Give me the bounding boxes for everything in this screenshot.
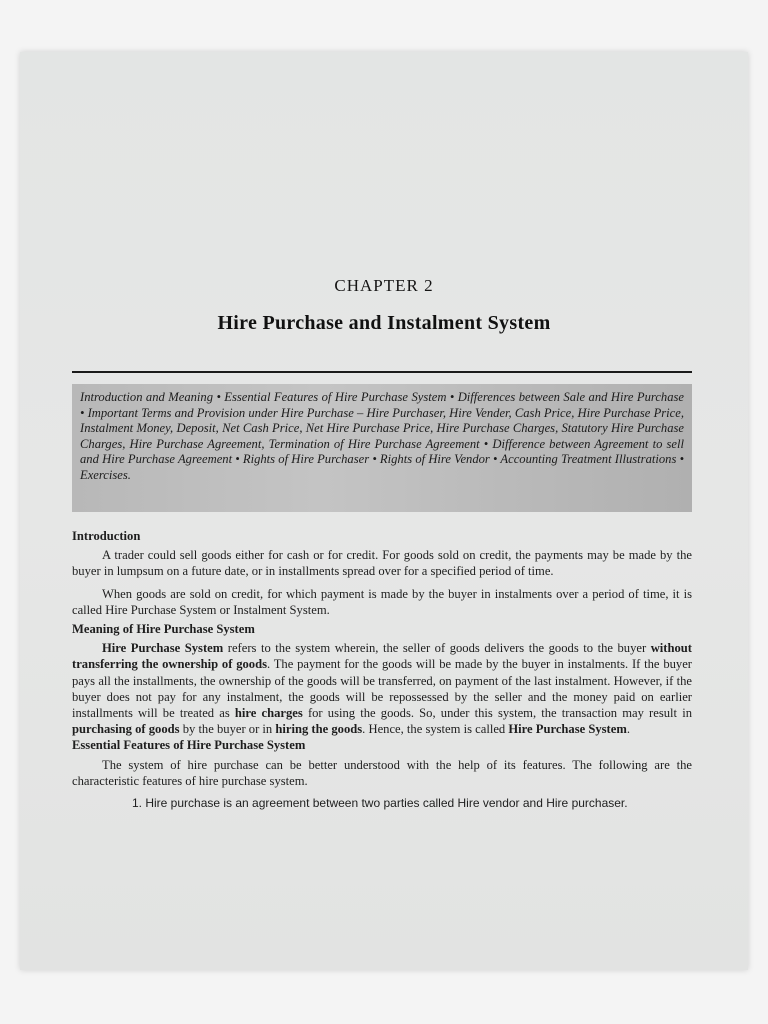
meaning-paragraph bbox=[72, 640, 692, 737]
meaning-text-2: . The payment for the goods will be made by the buyer in instalments. If the buyer pays all the installments, the ownership of the goods will be transferred, on payment of the last instalment. However, if the buyer does not pay for any instalment, the goods will be repossessed by the seller and the money paid on earlier installments will be treated as bbox=[72, 657, 693, 721]
term-purchasing-goods: purchasing of goods bbox=[72, 722, 180, 737]
chapter-body bbox=[72, 528, 692, 811]
section-heading-introduction: Introduction bbox=[72, 529, 141, 543]
term-hire-purchase-system: Hire Purchase System bbox=[102, 641, 224, 656]
meaning-text-5: . Hence, the system is called bbox=[362, 722, 509, 737]
meaning-text-4: by the buyer or in bbox=[179, 722, 276, 737]
chapter-title: Hire Purchase and Instalment System bbox=[217, 312, 551, 334]
intro-paragraph-1: A trader could sell goods either for cash or for credit. For goods sold on credit, the payments may be made by the buyer in lumpsum on a future date, or in installments spread over for a specified period of time. bbox=[72, 548, 692, 579]
chapter-topics-box: Introduction and Meaning • Essential Features of Hire Purchase System • Differences between Sale and Hire Purchase • Important Terms and Provision under Hire Purchase – Hire Purchaser, Hire Vender, Cash Price, Hire Purchase Price, Instalment Money, Deposit, Net Cash Price, Net Hire Purchase Price, Hire Purchase Charges, Statutory Hire Purchase Charges, Hire Purchase Agreement, Termination of Hire Purchase Agreement • Difference between Agreement to sell and Hire Purchase Agreement • Rights of Hire Purchaser • Rights of Hire Vendor • Accounting Treatment Illustrations • Exercises. bbox=[72, 384, 692, 512]
section-heading-meaning: Meaning of Hire Purchase System bbox=[72, 622, 255, 637]
features-paragraph: The system of hire purchase can be better understood with the help of its features. The following are the characteristic features of hire purchase system. bbox=[72, 757, 692, 788]
title-divider bbox=[72, 371, 692, 373]
intro-paragraph-2: When goods are sold on credit, for which payment is made by the buyer in instalments over a period of time, it is called Hire Purchase System or Instalment System. bbox=[72, 586, 692, 617]
term-without-ownership: without transferring the ownership of goods bbox=[72, 641, 692, 672]
meaning-text-3: for using the goods. So, under this system, the transaction may result in bbox=[302, 706, 692, 721]
term-system-name: Hire Purchase System bbox=[508, 722, 627, 737]
term-hiring-goods: hiring the goods bbox=[275, 722, 363, 737]
meaning-text-1: refers to the system wherein, the seller of goods delivers the goods to the buyer bbox=[223, 641, 651, 656]
meaning-text-6: . bbox=[626, 722, 630, 737]
term-hire-charges: hire charges bbox=[234, 706, 303, 721]
feature-list-item-1: 1. Hire purchase is an agreement between two parties called Hire vendor and Hire purchaser. bbox=[132, 796, 628, 811]
chapter-number: CHAPTER 2 bbox=[334, 276, 434, 295]
section-heading-features: Essential Features of Hire Purchase System bbox=[72, 738, 306, 753]
